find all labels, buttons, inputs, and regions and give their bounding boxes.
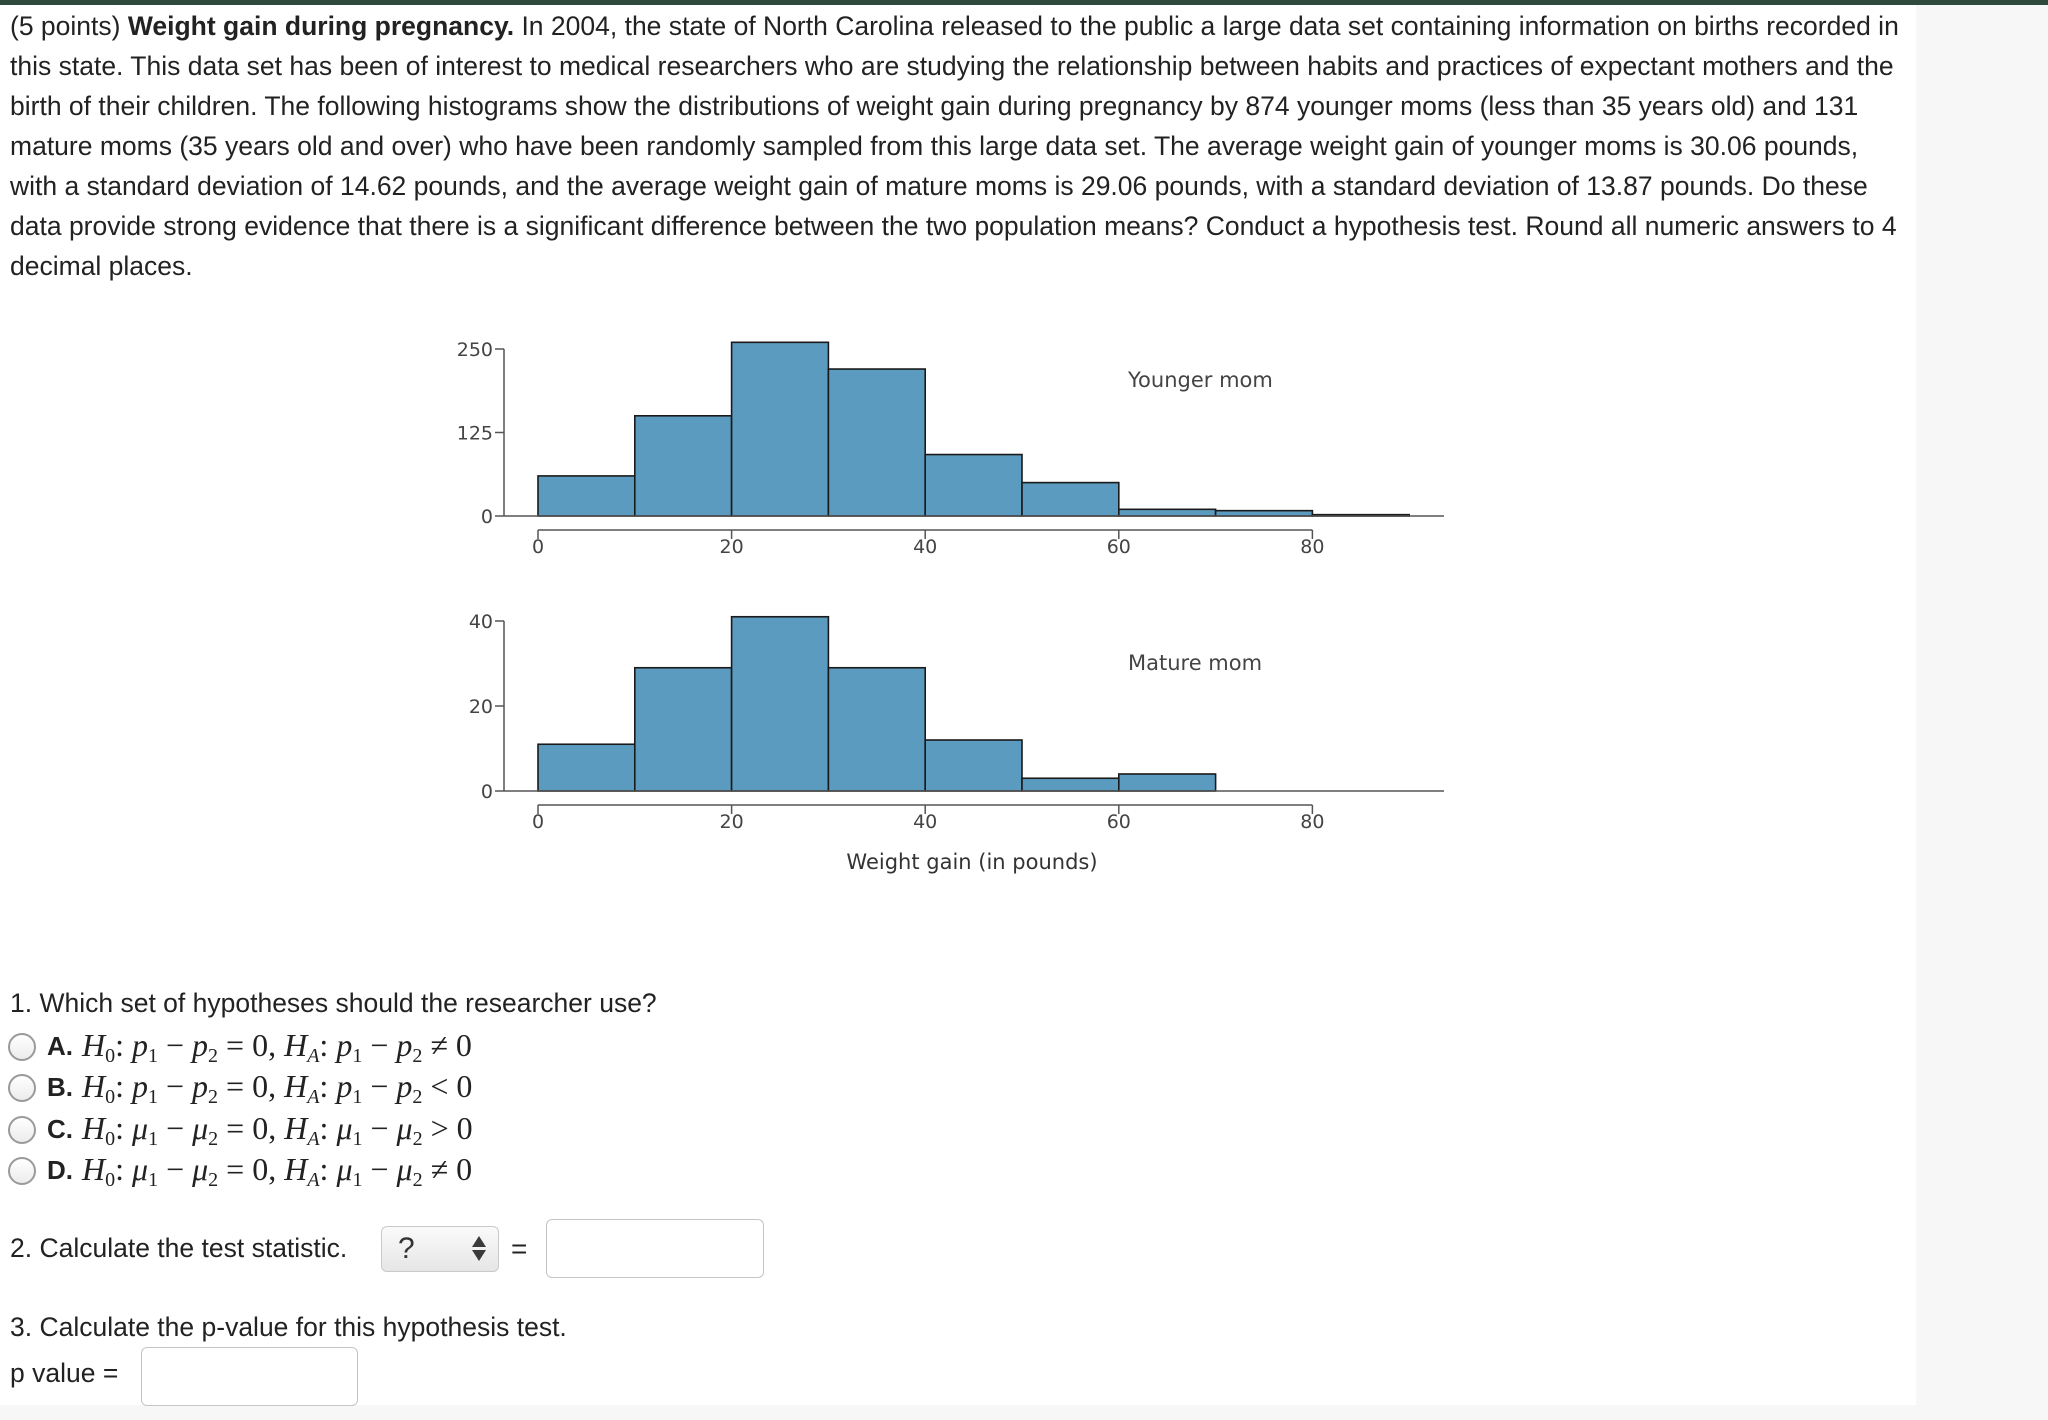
p-value-label: p value = [10, 1358, 119, 1388]
equals-sign: = [511, 1233, 528, 1264]
select-arrows-icon [470, 1234, 488, 1264]
histogram-bar [828, 668, 925, 791]
problem-title: Weight gain during pregnancy. [127, 11, 515, 41]
histogram-bar [635, 416, 732, 516]
q1-question: 1. Which set of hypotheses should the researcher use? [10, 988, 657, 1018]
option-letter: D. [47, 1155, 73, 1185]
test-statistic-select[interactable] [381, 1226, 499, 1272]
x-tick-label: 20 [719, 536, 744, 558]
y-tick-label: 250 [456, 339, 493, 361]
x-tick-label: 80 [1300, 536, 1325, 558]
y-tick-label: 125 [456, 422, 493, 445]
radio-button[interactable] [8, 1074, 36, 1102]
y-tick-label: 40 [468, 611, 493, 633]
histogram-younger-mom [457, 339, 1444, 558]
y-tick-label: 20 [468, 696, 493, 718]
q2-label: 2. Calculate the test statistic. [10, 1233, 348, 1263]
problem-points: (5 points) [10, 11, 121, 41]
histogram-bar [1216, 511, 1313, 516]
histogram-bar [1119, 509, 1216, 516]
x-tick-label: 40 [913, 536, 938, 558]
problem-body: In 2004, the state of North Carolina released to the public a large data set containing information on births recorded in this state. This data set has been of interest to medical researchers who are studying the relationship between habits and practices of expectant mothers and the birth of their children. The following histograms show the distributions of weight gain during pregnancy by 874 younger moms (less than 35 years old) and 131 mature moms (35 years old and over) who have been randomly sampled from this large data set. The average weight gain of younger moms is 30.06 pounds, with a standard deviation of 14.62 pounds, and the average weight gain of mature moms is 29.06 pounds, with a standard deviation of 13.87 pounds. Do these data provide strong evidence that there is a significant difference between the two population means? Conduct a hypothesis test. Round all numeric answers to 4 decimal places. [10, 11, 1899, 281]
histogram-bar [538, 476, 635, 516]
histogram-bar [828, 369, 925, 516]
radio-button[interactable] [8, 1033, 36, 1061]
x-axis-label: Weight gain (in pounds) [846, 850, 1098, 874]
x-tick-label: 80 [1300, 811, 1325, 833]
histogram-bar [732, 342, 829, 516]
hypothesis-formula: $H_0$: $\mu_1 - \mu_2 = 0$, $H_A$: $\mu_1 - \mu_2 > 0$ [82, 1110, 473, 1150]
histogram-bar [1022, 778, 1119, 791]
chart-title: Younger mom [1128, 368, 1273, 392]
test-statistic-input[interactable] [546, 1219, 764, 1278]
histogram-bar [732, 617, 829, 791]
chart-title: Mature mom [1128, 651, 1263, 675]
radio-button[interactable] [8, 1116, 36, 1144]
radio-button[interactable] [8, 1157, 36, 1185]
hypothesis-formula: $H_0$: $p_1 - p_2 = 0$, $H_A$: $p_1 - p_2 \ne 0$ [82, 1027, 472, 1067]
y-tick-label: 0 [480, 506, 493, 528]
histogram-bar [925, 455, 1022, 516]
histogram-bar [1119, 774, 1216, 791]
histogram-bar [538, 744, 635, 791]
q3-label: 3. Calculate the p-value for this hypothesis test. [10, 1312, 567, 1342]
bottom-margin [0, 1405, 2048, 1420]
x-tick-label: 0 [531, 811, 545, 833]
p-value-input[interactable] [141, 1347, 358, 1406]
y-tick-label: 0 [480, 781, 493, 803]
histogram-bar [925, 740, 1022, 791]
x-tick-label: 0 [531, 536, 545, 558]
select-value: ? [398, 1232, 415, 1265]
histogram-bar [635, 668, 732, 791]
x-tick-label: 60 [1106, 536, 1131, 558]
option-letter: C. [47, 1114, 73, 1144]
hypothesis-formula: $H_0$: $\mu_1 - \mu_2 = 0$, $H_A$: $\mu_1 - \mu_2 \ne 0$ [82, 1151, 473, 1191]
hypothesis-formula: $H_0$: $p_1 - p_2 = 0$, $H_A$: $p_1 - p_2 < 0$ [82, 1068, 473, 1108]
histogram-mature-mom [469, 611, 1444, 874]
x-tick-label: 60 [1106, 811, 1131, 833]
x-tick-label: 40 [913, 811, 938, 833]
x-tick-label: 20 [719, 811, 744, 833]
option-letter: B. [47, 1072, 73, 1102]
histogram-bar [1022, 483, 1119, 516]
option-letter: A. [47, 1031, 73, 1061]
